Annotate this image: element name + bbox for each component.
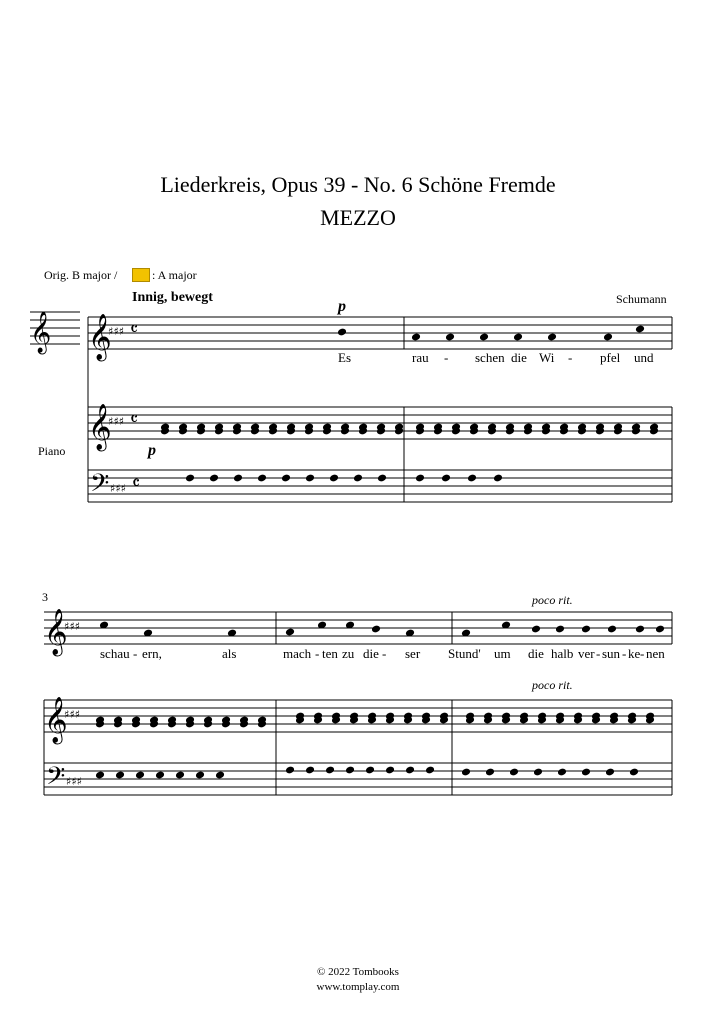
notehead — [257, 474, 267, 483]
notehead — [377, 474, 387, 483]
notehead — [581, 625, 591, 634]
treble-clef-icon: 𝄞 — [44, 697, 68, 743]
original-key: Orig. B major / — [44, 268, 118, 282]
bass-clef-icon: 𝄢 — [90, 469, 110, 504]
notehead — [209, 474, 219, 483]
notehead — [655, 625, 665, 634]
lyric: ke — [628, 646, 641, 661]
time-signature-icon: 𝄴 — [130, 319, 139, 340]
notehead — [531, 625, 541, 634]
notehead — [445, 333, 455, 342]
notehead — [195, 771, 205, 780]
lyric: Wi — [539, 350, 555, 365]
notehead — [325, 766, 335, 775]
lyric: - — [622, 646, 627, 661]
current-key: : A major — [152, 268, 197, 282]
key-signature-icon: ♯♯♯ — [110, 482, 126, 495]
copyright: © 2022 Tombooks — [317, 966, 399, 978]
dynamic-piano: p — [148, 442, 156, 459]
notehead — [415, 474, 425, 483]
lyric: pfel — [600, 350, 621, 365]
key-signature-icon: ♯♯♯ — [108, 415, 124, 428]
notehead — [485, 768, 495, 777]
dynamic-voice: p — [338, 298, 346, 315]
lyric: um — [494, 646, 511, 661]
treble-clef-icon: 𝄞 — [88, 314, 112, 360]
lyric: ten — [322, 646, 338, 661]
notehead — [493, 474, 503, 483]
key-signature-icon: ♯♯♯ — [64, 620, 80, 633]
piano-rit: poco rit. — [532, 678, 573, 692]
notehead — [603, 333, 613, 342]
notehead — [557, 768, 567, 777]
lyric: Stund' — [448, 646, 481, 661]
notehead — [185, 474, 195, 483]
time-signature-icon: 𝄴 — [132, 473, 141, 494]
lyric: rau — [412, 350, 429, 365]
bass-clef-icon: 𝄢 — [46, 762, 66, 797]
notehead — [305, 766, 315, 775]
lyric: - — [315, 646, 320, 661]
notehead — [281, 474, 291, 483]
notehead — [425, 766, 435, 775]
lyric: mach — [283, 646, 312, 661]
key-signature-icon: ♯♯♯ — [108, 325, 124, 338]
notehead — [441, 474, 451, 483]
lyric: die — [511, 350, 527, 365]
notehead — [513, 333, 523, 342]
notehead — [467, 474, 477, 483]
notehead — [605, 768, 615, 777]
treble-clef-icon: 𝄞 — [44, 609, 68, 655]
piece-title: Liederkreis, Opus 39 - No. 6 Schöne Fremde — [160, 172, 556, 197]
lyric: nen — [646, 646, 665, 661]
notehead — [607, 625, 617, 634]
piece-subtitle: MEZZO — [320, 205, 396, 230]
notehead — [175, 771, 185, 780]
notehead — [385, 766, 395, 775]
composer: Schumann — [616, 292, 667, 306]
instrument-label: Piano — [38, 444, 66, 458]
lyric: schen — [475, 350, 505, 365]
notehead — [115, 771, 125, 780]
voice-rit: poco rit. — [532, 593, 573, 607]
notehead — [547, 333, 557, 342]
lyric: - — [133, 646, 138, 661]
notehead — [635, 625, 645, 634]
lyric: die — [363, 646, 379, 661]
lyric: - — [640, 646, 645, 661]
lyric: - — [596, 646, 601, 661]
lyric: ern, — [142, 646, 162, 661]
lyric: - — [382, 646, 387, 661]
notehead — [155, 771, 165, 780]
lyric: halb — [551, 646, 574, 661]
lyric: - — [444, 350, 449, 365]
lyric: schau — [100, 646, 130, 661]
website-url: www.tomplay.com — [316, 981, 400, 993]
notehead — [337, 328, 347, 337]
tempo-marking: Innig, bewegt — [132, 290, 213, 305]
notehead — [461, 768, 471, 777]
notehead — [215, 771, 225, 780]
notehead — [581, 768, 591, 777]
notehead — [479, 333, 489, 342]
measure-number: 3 — [42, 590, 48, 604]
notehead — [635, 325, 645, 334]
lyric: ver — [578, 646, 595, 661]
notehead — [95, 771, 105, 780]
lyric: sun — [602, 646, 621, 661]
lyric: - — [568, 350, 573, 365]
notehead — [371, 625, 381, 634]
lyric: ser — [405, 646, 421, 661]
lyric: zu — [342, 646, 355, 661]
notehead — [285, 766, 295, 775]
notehead — [533, 768, 543, 777]
treble-clef-icon: 𝄞 — [88, 404, 112, 450]
notehead — [555, 625, 565, 634]
notehead — [285, 628, 295, 637]
lyric: als — [222, 646, 237, 661]
notehead — [353, 474, 363, 483]
notehead — [345, 766, 355, 775]
notehead — [233, 474, 243, 483]
notehead — [365, 766, 375, 775]
key-signature-icon: ♯♯♯ — [66, 775, 82, 788]
incipit-clef-icon: 𝄞 — [30, 312, 52, 353]
key-signature-icon: ♯♯♯ — [64, 708, 80, 721]
notehead — [509, 768, 519, 777]
notehead — [305, 474, 315, 483]
notehead — [135, 771, 145, 780]
lyric: die — [528, 646, 544, 661]
time-signature-icon: 𝄴 — [130, 409, 139, 430]
lyric: Es — [338, 350, 351, 365]
lyric: und — [634, 350, 654, 365]
notehead — [411, 333, 421, 342]
notehead — [629, 768, 639, 777]
notehead — [329, 474, 339, 483]
notehead — [405, 766, 415, 775]
